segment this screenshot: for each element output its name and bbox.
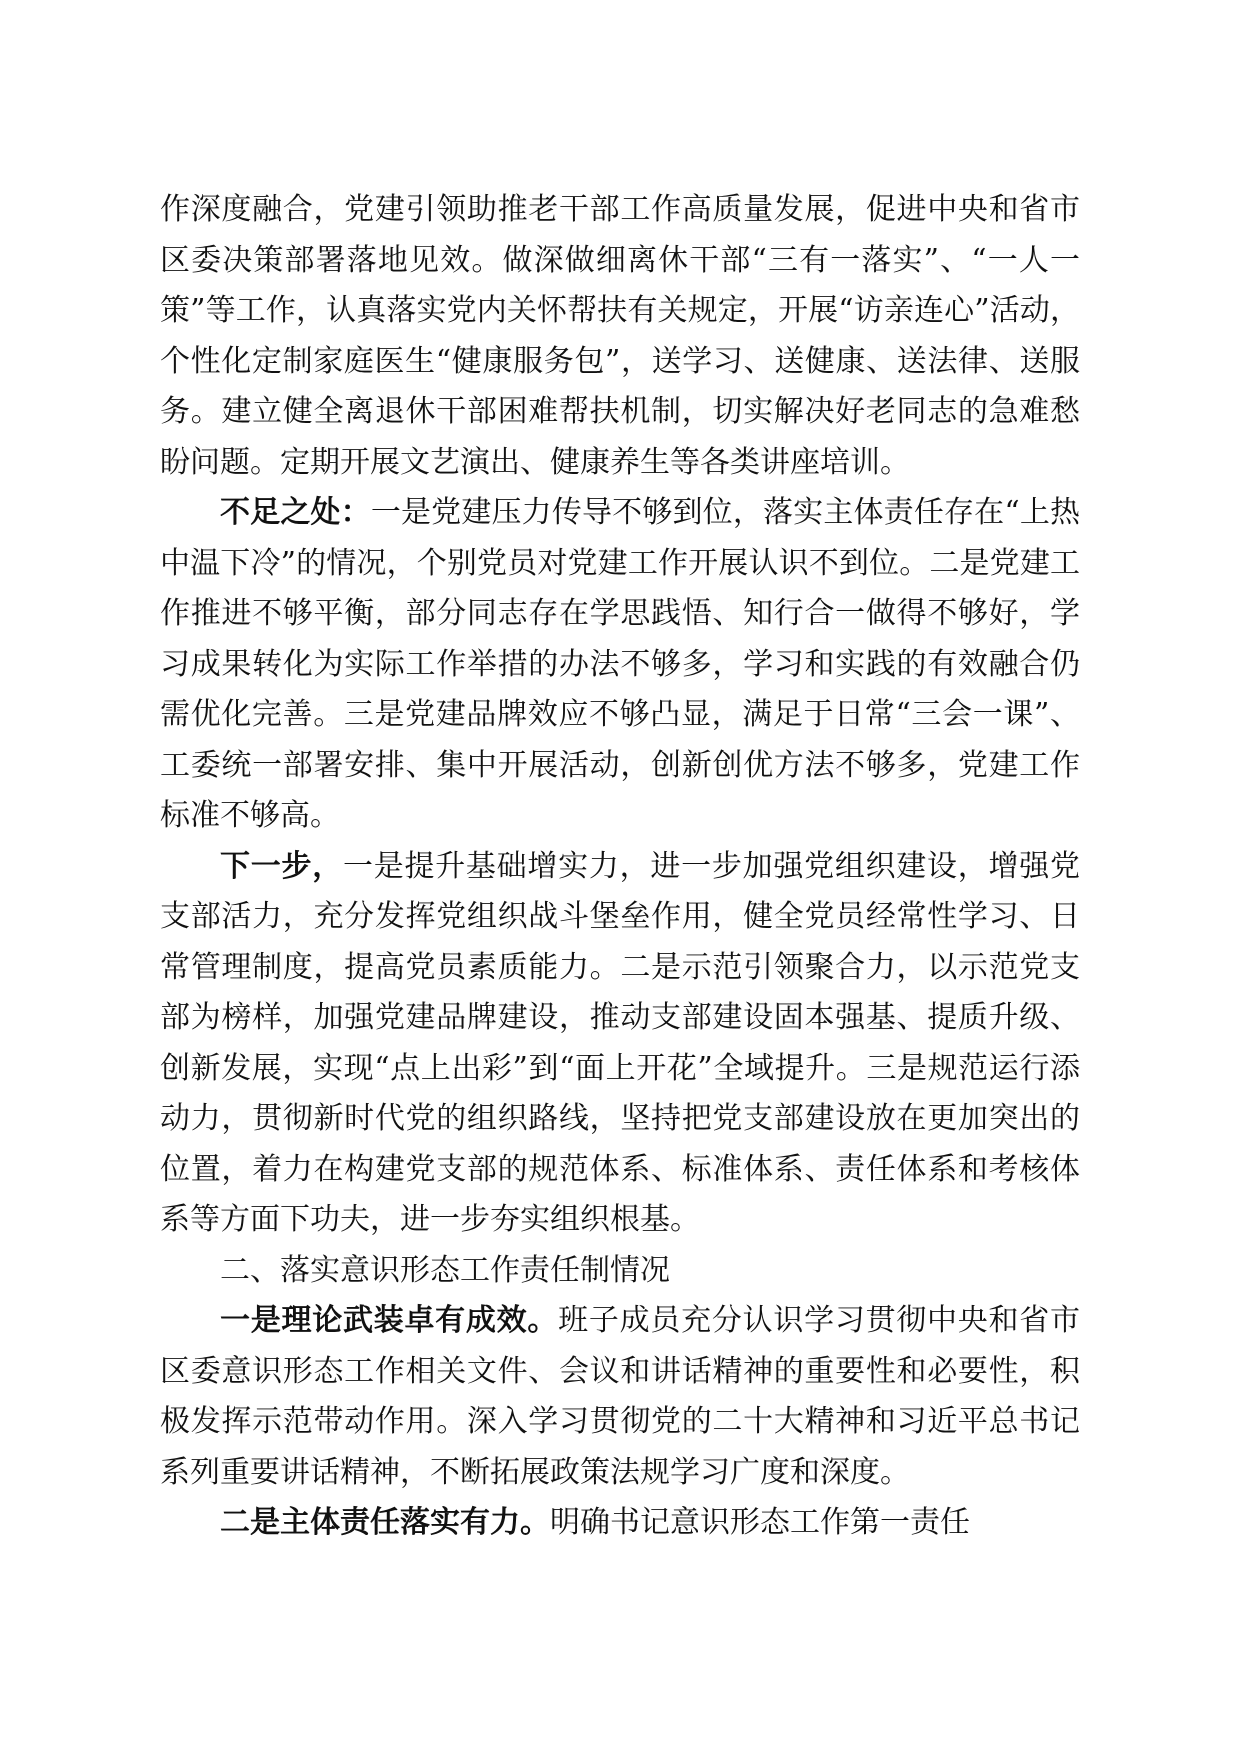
paragraph-theory: [160, 1296, 1080, 1498]
paragraph-lead: 一是理论武装卓有成效。: [220, 1303, 559, 1338]
paragraph-text: 作深度融合，党建引领助推老干部工作高质量发展，促进中央和省市区委决策部署落地见效。做深做细离休干部“三有一落实”、“一人一策”等工作，认真落实党内关怀帮扶有关规定，开展“访亲连心”活动，个性化定制家庭医生“健康服务包”，送学习、送健康、送法律、送服务。建立健全离退休干部困难帮扶机制，切实解决好老同志的急难愁盼问题。定期开展文艺演出、健康养生等各类讲座培训。: [160, 192, 1080, 480]
paragraph-text: 班子成员充分认识学习贯彻中央和省市区委意识形态工作相关文件、会议和讲话精神的重要性和必要性，积极发挥示范带动作用。深入学习贯彻党的二十大精神和习近平总书记系列重要讲话精神，不断拓展政策法规学习广度和深度。: [160, 1303, 1081, 1490]
section-heading: 二、落实意识形态工作责任制情况: [220, 1252, 670, 1288]
paragraph-continuation: [160, 185, 1080, 488]
paragraph-text: 一是提升基础增实力，进一步加强党组织建设，增强党支部活力，充分发挥党组织战斗堡垒作用，健全党员经常性学习、日常管理制度，提高党员素质能力。二是示范引领聚合力，以示范党支部为榜样，加强党建品牌建设，推动支部建设固本强基、提质升级、创新发展，实现“点上出彩”到“面上开花”全域提升。三是规范运行添动力，贯彻新时代党的组织路线，坚持把党支部建设放在更加突出的位置，着力在构建党支部的规范体系、标准体系、责任体系和考核体系等方面下功夫，进一步夯实组织根基。: [160, 848, 1081, 1237]
paragraph-responsibility: [160, 1498, 1080, 1549]
paragraph-lead: 不足之处：: [220, 495, 371, 530]
paragraph-text: 一是党建压力传导不够到位，落实主体责任存在“上热中温下冷”的情况，个别党员对党建工作开展认识不到位。二是党建工作推进不够平衡，部分同志存在学思践悟、知行合一做得不够好，学习成果转化为实际工作举措的办法不够多，学习和实践的有效融合仍需优化完善。三是党建品牌效应不够凸显，满足于日常“三会一课”、工委统一部署安排、集中开展活动，创新创优方法不够多，党建工作标准不够高。: [160, 495, 1081, 833]
paragraph-lead: 下一步，: [220, 848, 343, 884]
paragraph-next-steps: [160, 842, 1080, 1246]
paragraph-shortcomings: [160, 488, 1080, 842]
paragraph-lead: 二是主体责任落实有力。: [220, 1505, 550, 1540]
paragraph-text: 明确书记意识形态工作第一责任: [550, 1505, 970, 1540]
document-page: [160, 185, 1080, 1549]
